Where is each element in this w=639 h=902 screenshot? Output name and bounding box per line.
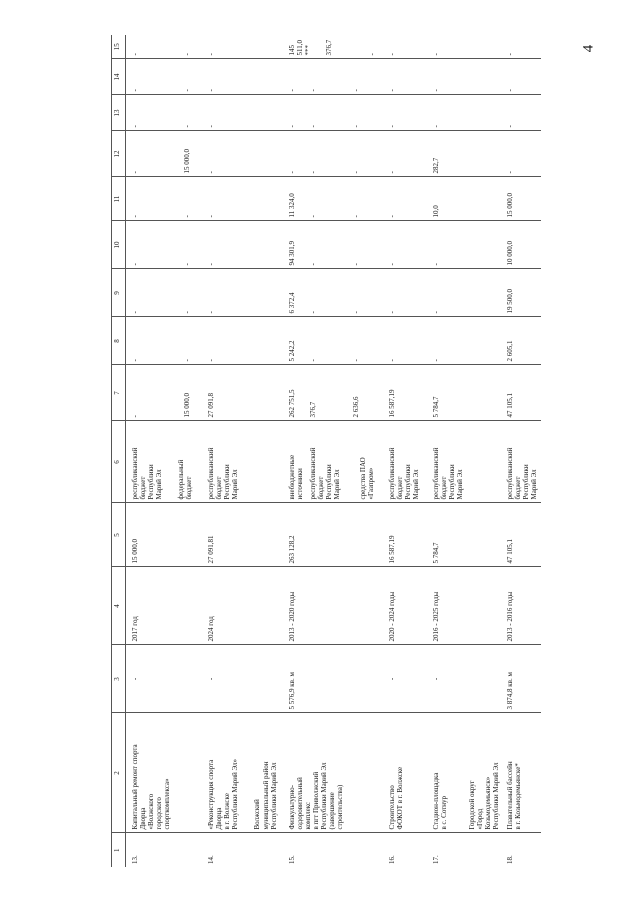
col-header-8: 8 bbox=[112, 317, 126, 365]
period-cell: 2017 год bbox=[126, 567, 196, 645]
value-cell: - bbox=[378, 221, 422, 269]
value-cell: - bbox=[195, 221, 279, 269]
page-number: 4 bbox=[580, 44, 597, 53]
value-cell: 262 751,5 376,7 2 636,6 bbox=[280, 365, 378, 421]
value-cell: - bbox=[195, 131, 279, 177]
total-cost-cell: 27 091,81 bbox=[195, 503, 279, 567]
table-row bbox=[280, 35, 378, 867]
value-cell: - bbox=[195, 95, 279, 131]
table-row bbox=[422, 35, 502, 867]
period-cell: 2013 - 2020 годы bbox=[280, 567, 378, 645]
row-number: 18. bbox=[502, 833, 540, 867]
table-row bbox=[502, 35, 540, 867]
funding-source-cell: республиканский бюджет Республики Марий Эл bbox=[378, 421, 422, 503]
value-cell: - bbox=[506, 53, 515, 56]
funding-source-cell: республиканский бюджет Республики Марий Эл bbox=[195, 421, 279, 503]
total-cost-cell: 47 105,1 bbox=[502, 503, 540, 567]
program-table bbox=[111, 35, 541, 867]
table-row bbox=[126, 35, 196, 867]
period-cell: 2020 - 2024 годы bbox=[378, 567, 422, 645]
value-cell: - bbox=[422, 59, 502, 95]
value-cell: - bbox=[378, 317, 422, 365]
col-header-7: 7 bbox=[112, 365, 126, 421]
value-cell: - - - bbox=[280, 131, 378, 177]
value-cell: 16 587,19 bbox=[378, 365, 422, 421]
col-header-10: 10 bbox=[112, 221, 126, 269]
value-cell: - bbox=[378, 269, 422, 317]
total-cost-cell: 15 000,0 bbox=[126, 503, 196, 567]
capacity-cell: 5 576,9 кв. м bbox=[280, 645, 378, 713]
value-cell: 2 605,1 bbox=[502, 317, 540, 365]
capacity-cell: - bbox=[378, 645, 422, 713]
value-cell: - - - bbox=[280, 59, 378, 95]
col-header-13: 13 bbox=[112, 95, 126, 131]
value-cell: 10,0 bbox=[422, 177, 502, 221]
row-number: 14. bbox=[195, 833, 279, 867]
col-header-14: 14 bbox=[112, 59, 126, 95]
value-cell: - bbox=[387, 53, 396, 56]
period-cell: 2016 - 2025 годы bbox=[422, 567, 502, 645]
value-cell: - bbox=[195, 177, 279, 221]
value-cell: 15 000,0 bbox=[502, 177, 540, 221]
col-header-3: 3 bbox=[112, 645, 126, 713]
value-cell: - bbox=[422, 95, 502, 131]
period-cell: 2024 год bbox=[195, 567, 279, 645]
value-cell: - 15 000,0 bbox=[126, 365, 196, 421]
col-header-12: 12 bbox=[112, 131, 126, 177]
value-cell: 11 324,0 - - bbox=[280, 177, 378, 221]
value-cell: - bbox=[195, 317, 279, 365]
value-cell: 10 000,0 bbox=[502, 221, 540, 269]
value-cell: - bbox=[502, 59, 540, 95]
col-header-9: 9 bbox=[112, 269, 126, 317]
value-cell: - bbox=[378, 95, 422, 131]
object-name-cell: «Реконструкция спорта Дворца в г. Волжске Республики Марий Эл» Волжский муниципальный район Республики Марий Эл bbox=[195, 713, 279, 833]
col-header-6: 6 bbox=[112, 421, 126, 503]
value-cell: - bbox=[422, 221, 502, 269]
total-cost-cell: 5 784,7 bbox=[422, 503, 502, 567]
col-header-5: 5 bbox=[112, 503, 126, 567]
value-cell: - bbox=[378, 177, 422, 221]
value-cell: - - bbox=[126, 221, 196, 269]
value-cell: - bbox=[195, 269, 279, 317]
value-cell: 6 372,4 - - bbox=[280, 269, 378, 317]
value-cell: - bbox=[195, 59, 279, 95]
rotated-table-area bbox=[111, 35, 639, 867]
value-cell: - bbox=[432, 53, 441, 56]
value-cell: - bbox=[422, 269, 502, 317]
value-cell: - - bbox=[126, 59, 196, 95]
object-name-cell: Стадион-площадка в с. Сотнур Городской округ «Город Козьмодемьянск» Республики Марий Эл bbox=[422, 713, 502, 833]
row-number: 16. bbox=[378, 833, 422, 867]
value-cell: 5 784,7 bbox=[422, 365, 502, 421]
total-cost-cell: 16 587,19 bbox=[378, 503, 422, 567]
value-cell: 47 105,1 bbox=[502, 365, 540, 421]
row-number: 15. bbox=[280, 833, 378, 867]
capacity-cell: 3 874,8 кв. м bbox=[502, 645, 540, 713]
value-cell: - - bbox=[131, 53, 192, 56]
col-header-2: 2 bbox=[112, 713, 126, 833]
value-cell: 145 511,0*** 376,7 - bbox=[287, 39, 376, 56]
capacity-cell: - bbox=[422, 645, 502, 713]
value-cell: - - bbox=[126, 269, 196, 317]
object-name-cell: Физкультурно- оздоровительный комплекс в пгт Приволжский Республики Марий Эл (завершение строительства) bbox=[280, 713, 378, 833]
value-cell: 282,7 bbox=[422, 131, 502, 177]
value-cell: - bbox=[378, 131, 422, 177]
value-cell: - bbox=[502, 131, 540, 177]
object-name-cell: Плавательный бассейн в г. Козьмодемьянске* bbox=[502, 713, 540, 833]
funding-source-cell: внебюджетные источники республиканский бюджет Республики Марий Эл средства ПАО «Газпром» bbox=[280, 421, 378, 503]
total-cost-cell: 263 128,2 bbox=[280, 503, 378, 567]
table-row bbox=[195, 35, 279, 867]
col-header-11: 11 bbox=[112, 177, 126, 221]
value-cell: - - - bbox=[280, 95, 378, 131]
period-cell: 2013 - 2016 годы bbox=[502, 567, 540, 645]
object-name-cell: Капитальный ремонт спорта Дворца «Волжского городского спорткомплекса» bbox=[126, 713, 196, 833]
value-cell: - bbox=[502, 95, 540, 131]
col-header-1: 1 bbox=[112, 833, 126, 867]
funding-source-cell: республиканский бюджет Республики Марий Эл федеральный бюджет bbox=[126, 421, 196, 503]
value-cell: 94 301,9 - - bbox=[280, 221, 378, 269]
col-header-4: 4 bbox=[112, 567, 126, 645]
value-cell: - bbox=[207, 53, 216, 56]
value-cell: 19 500,0 bbox=[502, 269, 540, 317]
value-cell: - bbox=[422, 317, 502, 365]
object-name-cell: Строительство ФОКОТ в г. Волжске bbox=[378, 713, 422, 833]
table-row bbox=[378, 35, 422, 867]
value-cell: - 15 000,0 bbox=[126, 131, 196, 177]
row-number: 13. bbox=[126, 833, 196, 867]
col-header-15: 15 bbox=[112, 35, 126, 59]
value-cell: - - bbox=[126, 95, 196, 131]
value-cell: - bbox=[378, 59, 422, 95]
row-number: 17. bbox=[422, 833, 502, 867]
value-cell: 5 242,2 - - bbox=[280, 317, 378, 365]
funding-source-cell: республиканский бюджет Республики Марий Эл bbox=[422, 421, 502, 503]
capacity-cell: - bbox=[195, 645, 279, 713]
value-cell: - - bbox=[126, 317, 196, 365]
value-cell: - - bbox=[126, 177, 196, 221]
funding-source-cell: республиканский бюджет Республики Марий Эл bbox=[502, 421, 540, 503]
value-cell: 27 091,8 bbox=[195, 365, 279, 421]
capacity-cell: - bbox=[126, 645, 196, 713]
header-row bbox=[112, 35, 126, 867]
